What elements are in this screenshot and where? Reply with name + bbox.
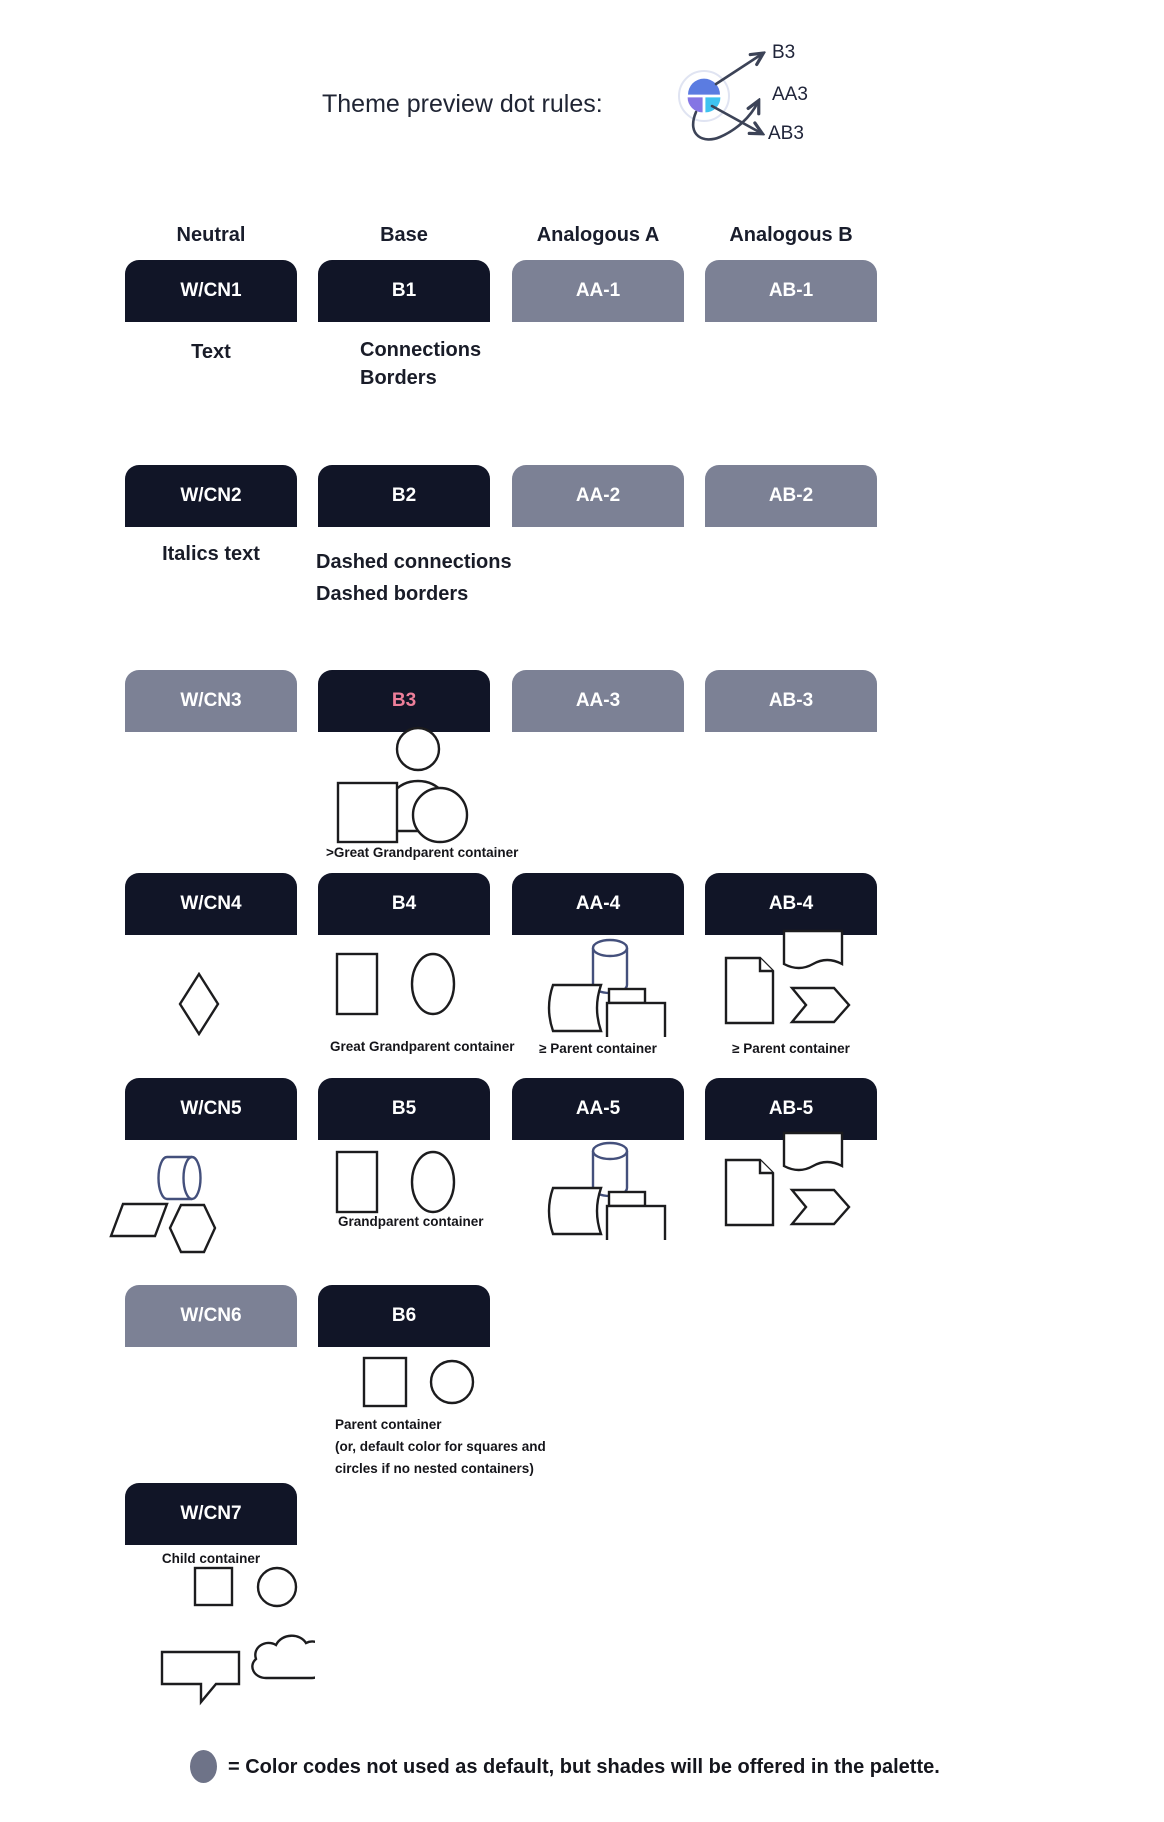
swatch-wcn4: W/CN4 <box>125 873 297 935</box>
column-header-analogous-a: Analogous A <box>536 224 660 246</box>
hexagon-shape <box>170 1205 215 1252</box>
swatch-wcn5: W/CN5 <box>125 1078 297 1140</box>
chevron-shape <box>792 988 849 1022</box>
b4-shape-group <box>334 950 464 1018</box>
horizontal-cylinder-rim-shape <box>184 1157 201 1199</box>
note-connections: Connections <box>360 339 482 361</box>
wcn4-shape-group <box>178 972 220 1036</box>
cylinder-top-shape <box>593 1143 627 1159</box>
swatch-ab2: AB-2 <box>705 465 877 527</box>
note-dashed-borders: Dashed borders <box>316 583 469 605</box>
swatch-b2: B2 <box>318 465 490 527</box>
circle-shape <box>413 788 467 842</box>
ab4-shape-group <box>718 928 868 1033</box>
note-dashed-connections: Dashed connections <box>316 551 512 573</box>
caption-b5: Grandparent container <box>338 1214 484 1229</box>
swatch-wcn2: W/CN2 <box>125 465 297 527</box>
aa5-shape-group <box>545 1140 670 1240</box>
dot-target-ab3: AB3 <box>768 123 804 144</box>
caption-b3: >Great Grandparent container <box>326 845 519 860</box>
b3-shape-group <box>325 723 515 845</box>
circle-shape <box>412 1152 454 1212</box>
column-header-base: Base <box>380 224 428 246</box>
swatch-ab3: AB-3 <box>705 670 877 732</box>
page-title: Theme preview dot rules: <box>322 90 603 118</box>
banner-shape <box>784 1133 842 1170</box>
gray-dot-icon <box>190 1750 217 1783</box>
curved-panel-shape <box>549 1188 601 1234</box>
swatch-aa1: AA-1 <box>512 260 684 322</box>
circle-shape <box>412 954 454 1014</box>
wcn5-shape-group <box>105 1148 240 1258</box>
caption-b4: Great Grandparent container <box>330 1039 515 1054</box>
dot-target-b3: B3 <box>772 42 796 63</box>
square-shape <box>337 1152 377 1212</box>
swatch-ab4: AB-4 <box>705 873 877 935</box>
swatch-b1: B1 <box>318 260 490 322</box>
cylinder-top-shape <box>593 940 627 956</box>
note-text: Text <box>191 341 231 363</box>
b5-shape-group <box>334 1148 464 1216</box>
caption-wcn7: Child container <box>161 1551 261 1566</box>
caption-b6-line2: (or, default color for squares and <box>335 1439 546 1454</box>
swatch-aa3: AA-3 <box>512 670 684 732</box>
caption-ab4: ≥ Parent container <box>732 1041 850 1056</box>
ab5-shape-group <box>718 1130 868 1235</box>
swatch-b6: B6 <box>318 1285 490 1347</box>
swatch-b5: B5 <box>318 1078 490 1140</box>
square-shape <box>195 1568 232 1605</box>
dot-target-aa3: AA3 <box>772 84 808 105</box>
b6-shape-group <box>360 1355 480 1410</box>
caption-b6-line3: circles if no nested containers) <box>335 1461 534 1476</box>
caption-b6-line1: Parent container <box>335 1417 442 1432</box>
person-head-icon <box>397 728 439 770</box>
square-shape <box>337 954 377 1014</box>
card-tab-shape <box>609 1192 645 1206</box>
circle-shape <box>431 1361 473 1403</box>
note-italics-text: Italics text <box>162 543 260 565</box>
swatch-wcn3: W/CN3 <box>125 670 297 732</box>
swatch-wcn7: W/CN7 <box>125 1483 297 1545</box>
swatch-b4: B4 <box>318 873 490 935</box>
column-header-neutral: Neutral <box>176 224 246 246</box>
swatch-aa2: AA-2 <box>512 465 684 527</box>
swatch-ab5: AB-5 <box>705 1078 877 1140</box>
card-shape <box>607 1003 665 1037</box>
dot-ring <box>679 71 729 121</box>
swatch-wcn6: W/CN6 <box>125 1285 297 1347</box>
swatch-wcn1: W/CN1 <box>125 260 297 322</box>
square-shape <box>338 783 397 842</box>
card-tab-shape <box>609 989 645 1003</box>
banner-shape <box>784 931 842 968</box>
footer-legend: = Color codes not used as default, but shades will be offered in the palette. <box>228 1756 940 1778</box>
wcn7-shape-group <box>150 1563 315 1708</box>
aa4-shape-group <box>545 937 670 1037</box>
parallelogram-shape <box>111 1204 167 1236</box>
swatch-ab1: AB-1 <box>705 260 877 322</box>
circle-shape <box>258 1568 296 1606</box>
card-shape <box>607 1206 665 1240</box>
diamond-shape <box>180 974 218 1034</box>
cloud-shape <box>252 1636 315 1678</box>
square-shape <box>364 1358 406 1406</box>
chevron-shape <box>792 1190 849 1224</box>
caption-aa4: ≥ Parent container <box>539 1041 657 1056</box>
swatch-aa4: AA-4 <box>512 873 684 935</box>
swatch-b3: B3 <box>318 670 490 732</box>
arrow-to-b3 <box>716 54 762 84</box>
column-header-analogous-b: Analogous B <box>729 224 853 246</box>
curved-panel-shape <box>549 985 601 1031</box>
note-borders: Borders <box>360 367 437 389</box>
speech-bubble-shape <box>162 1652 239 1702</box>
document-fold-icon <box>760 958 773 971</box>
swatch-aa5: AA-5 <box>512 1078 684 1140</box>
